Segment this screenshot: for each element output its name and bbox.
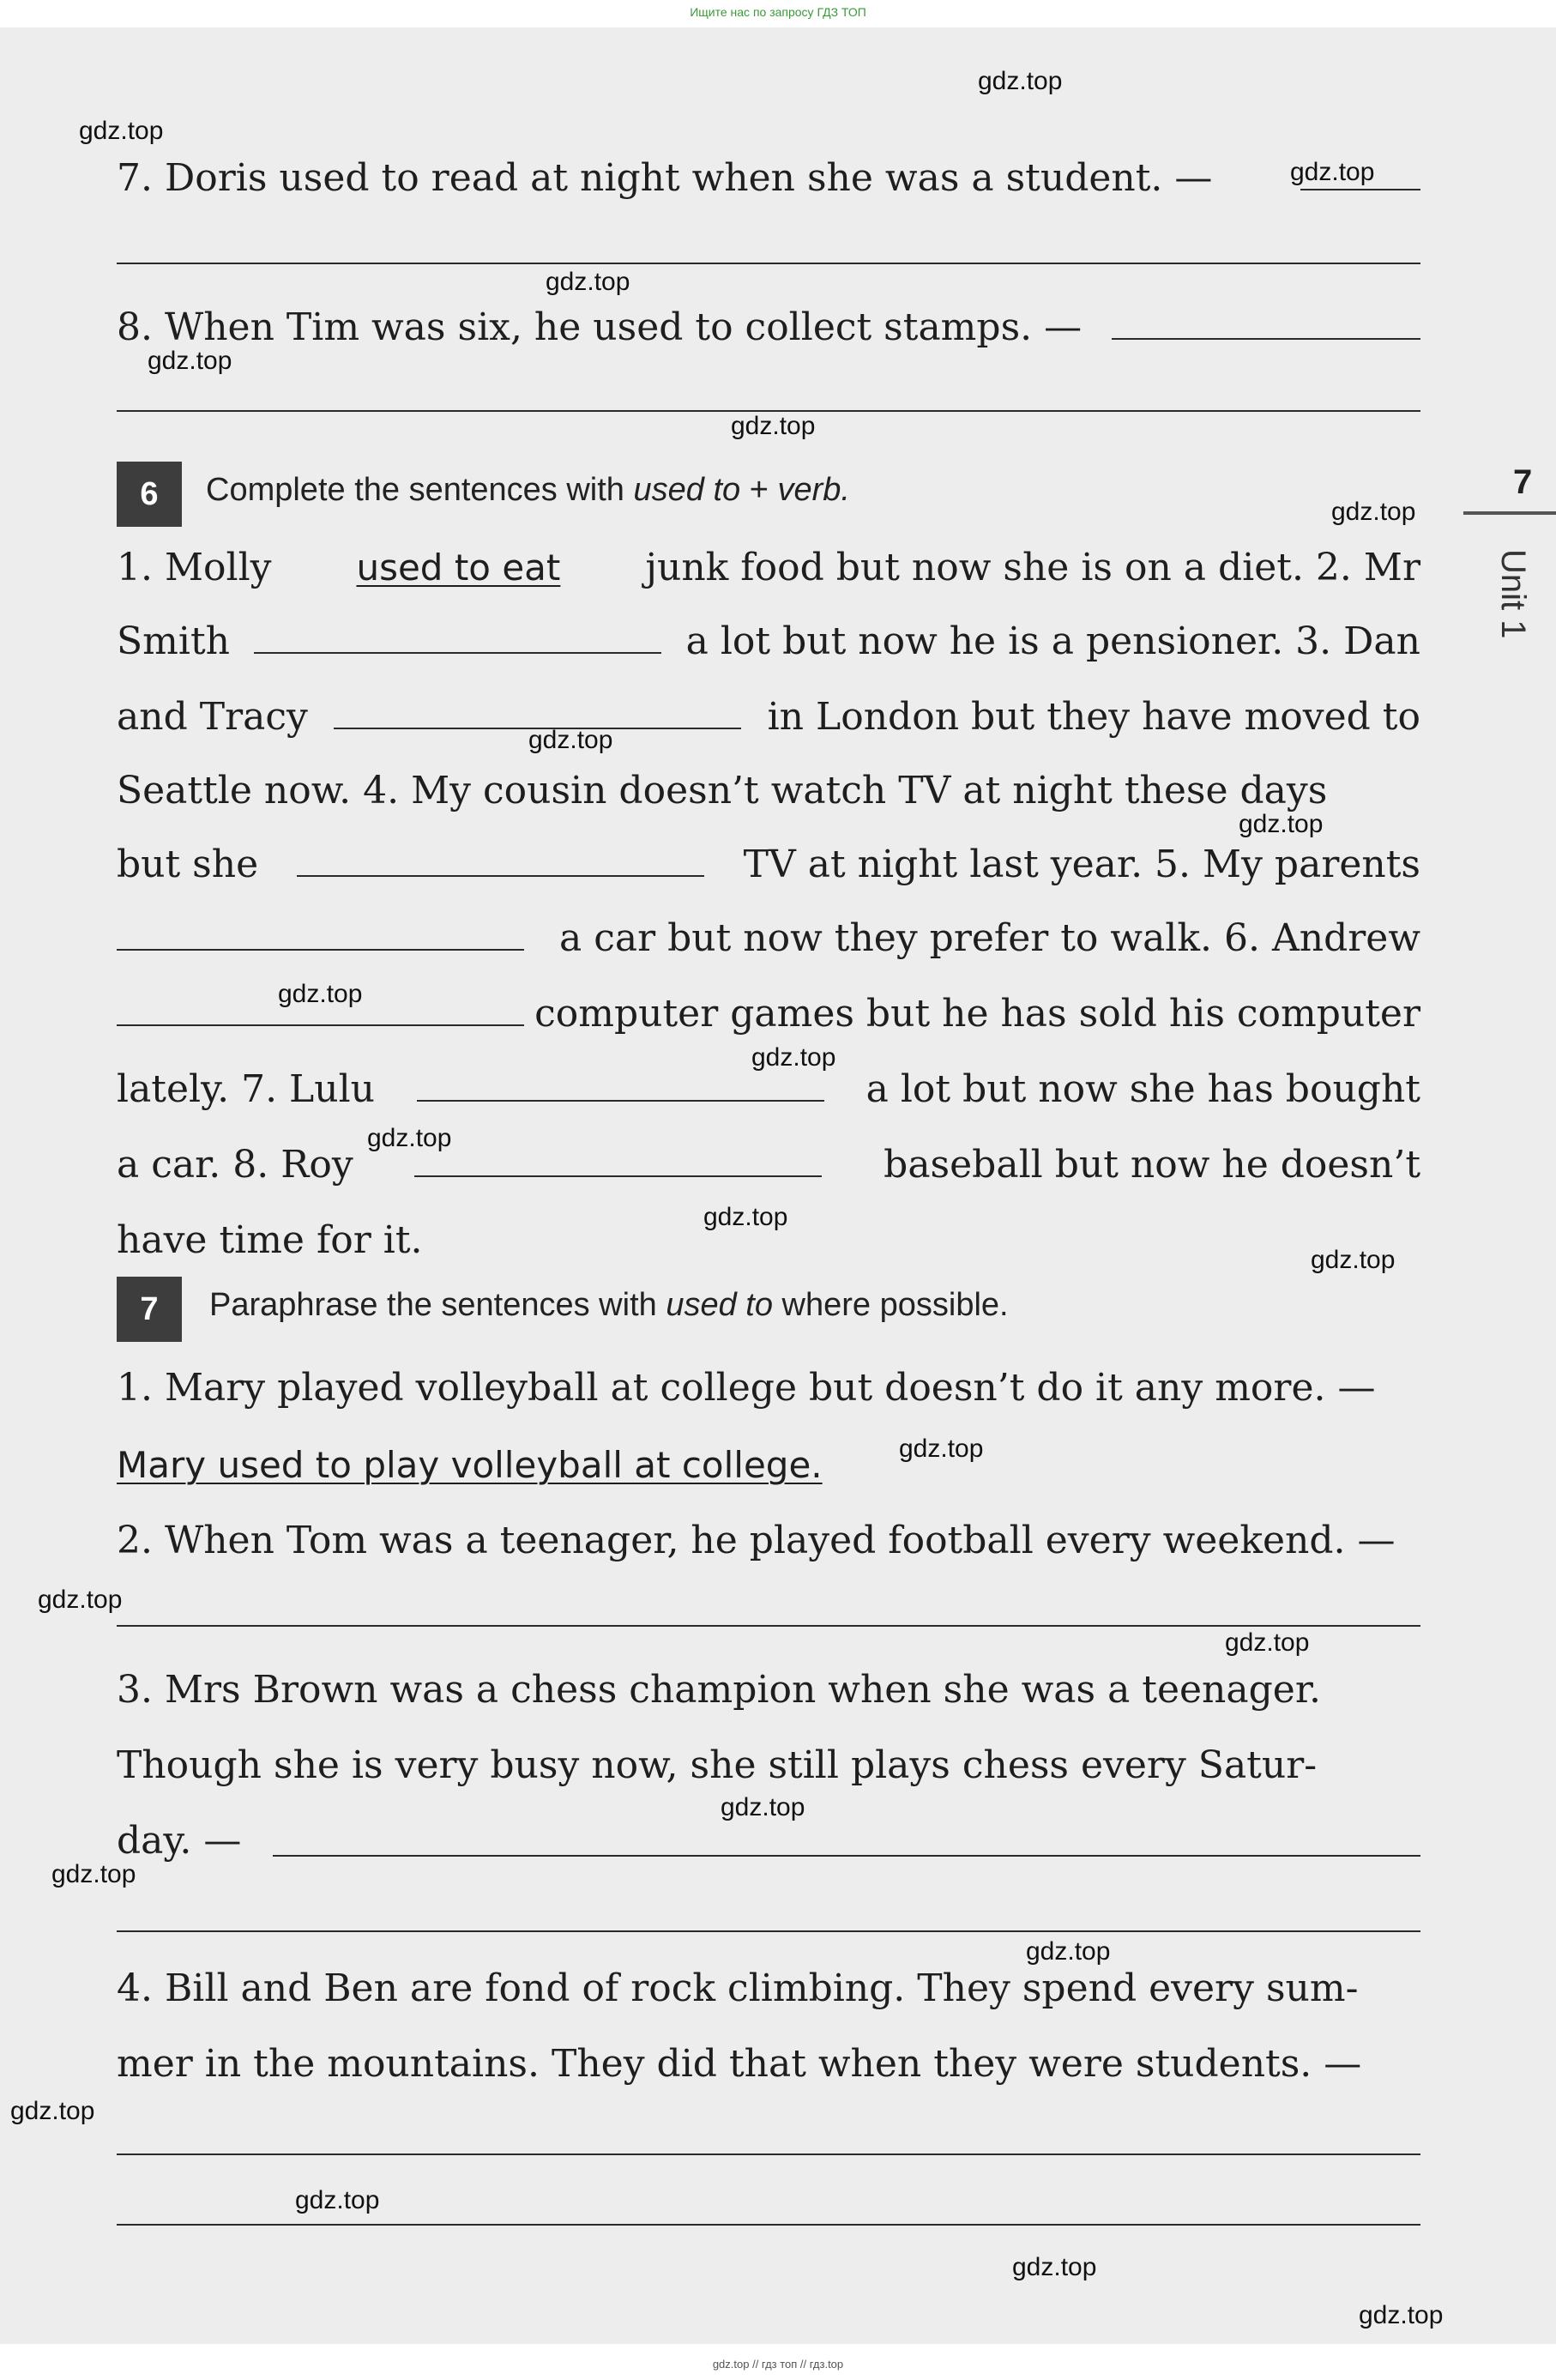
watermark: gdz.top [899, 1435, 984, 1463]
ex7-sentence-3-line-3: day. — [117, 1819, 242, 1863]
watermark: gdz.top [1359, 2301, 1444, 2329]
watermark: gdz.top [721, 1793, 805, 1821]
watermark: gdz.top [278, 980, 363, 1008]
ex5-item-8 [117, 302, 1420, 353]
watermark: gdz.top [1239, 810, 1324, 838]
ex6-line-1: 1. Molly used to eat junk food but now she is on a diet. 2. Mr [117, 542, 1420, 594]
answer-blank[interactable] [334, 698, 741, 729]
answer-blank[interactable] [1112, 309, 1420, 340]
ex7-sentence-3-line-1: 3. Mrs Brown was a chess champion when she was a teenager. [117, 1668, 1322, 1712]
ex5-item-8-text: 8. When Tim was six, he used to collect stamps. — [117, 305, 1083, 349]
watermark: gdz.top [1331, 498, 1416, 526]
watermark: gdz.top [1026, 1937, 1111, 1966]
watermark: gdz.top [1311, 1246, 1396, 1274]
ex5-item-7 [117, 153, 1420, 204]
ex6-line-3: and Tracy in London but they have moved to [117, 695, 1420, 739]
answer-blank[interactable] [414, 1146, 822, 1177]
watermark: gdz.top [295, 2186, 380, 2214]
top-banner: Ищите нас по запросу ГДЗ ТОП [690, 5, 866, 19]
watermark: gdz.top [1012, 2253, 1097, 2281]
ex6-line-6: a car but now they prefer to walk. 6. Andrew [117, 913, 1420, 964]
answer-line[interactable] [273, 1855, 1420, 1857]
filled-answer: Mary used to play volleyball at college. [117, 1444, 823, 1486]
answer-blank[interactable] [254, 623, 661, 654]
answer-blank[interactable] [117, 920, 524, 951]
watermark: gdz.top [546, 268, 630, 296]
ex7-sentence-1: 1. Mary played volleyball at college but doesn’t do it any more. — [117, 1366, 1376, 1410]
watermark: gdz.top [731, 412, 816, 440]
ex6-line-4: Seattle now. 4. My cousin doesn’t watch TV at night these days [117, 769, 1328, 812]
watermark: gdz.top [79, 117, 164, 145]
answer-line[interactable] [117, 1625, 1420, 1627]
ex7-sentence-3-line-2: Though she is very busy now, she still plays chess every Satur- [117, 1743, 1318, 1787]
side-page-number: 7 [1513, 463, 1533, 501]
side-unit-label: Unit 1 [1494, 549, 1532, 639]
exercise-7-instruction: Paraphrase the sentences with used to where possible. [209, 1287, 1009, 1323]
bottom-banner: gdz.top // гдз топ // гдз.top [712, 2358, 844, 2371]
ex7-sentence-2: 2. When Tom was a teenager, he played football every weekend. — [117, 1519, 1396, 1562]
ex7-sentence-4-line-2: mer in the mountains. They did that when they were students. — [117, 2042, 1362, 2086]
watermark: gdz.top [751, 1043, 836, 1072]
ex6-line-8: lately. 7. Lulu a lot but now she has bought [117, 1067, 1420, 1111]
answer-line[interactable] [117, 263, 1420, 264]
ex6-line-2: Smith a lot but now he is a pensioner. 3. Dan [117, 619, 1420, 663]
filled-answer: used to eat [356, 547, 561, 589]
exercise-6-instruction: Complete the sentences with used to + verb. [206, 472, 850, 508]
watermark: gdz.top [1290, 158, 1375, 186]
ex7-sentence-4-line-1: 4. Bill and Ben are fond of rock climbing. They spend every sum- [117, 1966, 1359, 2010]
answer-blank[interactable] [297, 846, 704, 877]
watermark: gdz.top [367, 1124, 452, 1152]
exercise-6-number: 6 [117, 462, 182, 527]
exercise-7-number: 7 [117, 1277, 182, 1342]
answer-line[interactable] [117, 2153, 1420, 2155]
answer-line[interactable] [117, 2224, 1420, 2226]
watermark: gdz.top [10, 2097, 95, 2125]
watermark: gdz.top [1225, 1628, 1310, 1657]
watermark: gdz.top [703, 1203, 788, 1231]
watermark: gdz.top [148, 347, 232, 375]
watermark: gdz.top [51, 1860, 136, 1888]
side-tab-rule [1463, 511, 1556, 515]
ex7-sentence-1-answer [117, 1440, 823, 1491]
answer-line[interactable] [117, 1930, 1420, 1932]
ex5-item-7-text: 7. Doris used to read at night when she was a student. — [117, 156, 1213, 200]
ex6-line-10: have time for it. [117, 1218, 423, 1262]
watermark: gdz.top [38, 1586, 123, 1614]
watermark: gdz.top [978, 67, 1063, 95]
ex6-line-7: computer games but he has sold his computer [117, 988, 1420, 1040]
watermark: gdz.top [528, 726, 613, 754]
ex6-line-9: a car. 8. Roy baseball but now he doesn’t [117, 1143, 1420, 1187]
ex6-line-5: but she TV at night last year. 5. My parents [117, 843, 1420, 886]
answer-blank[interactable] [417, 1071, 824, 1102]
